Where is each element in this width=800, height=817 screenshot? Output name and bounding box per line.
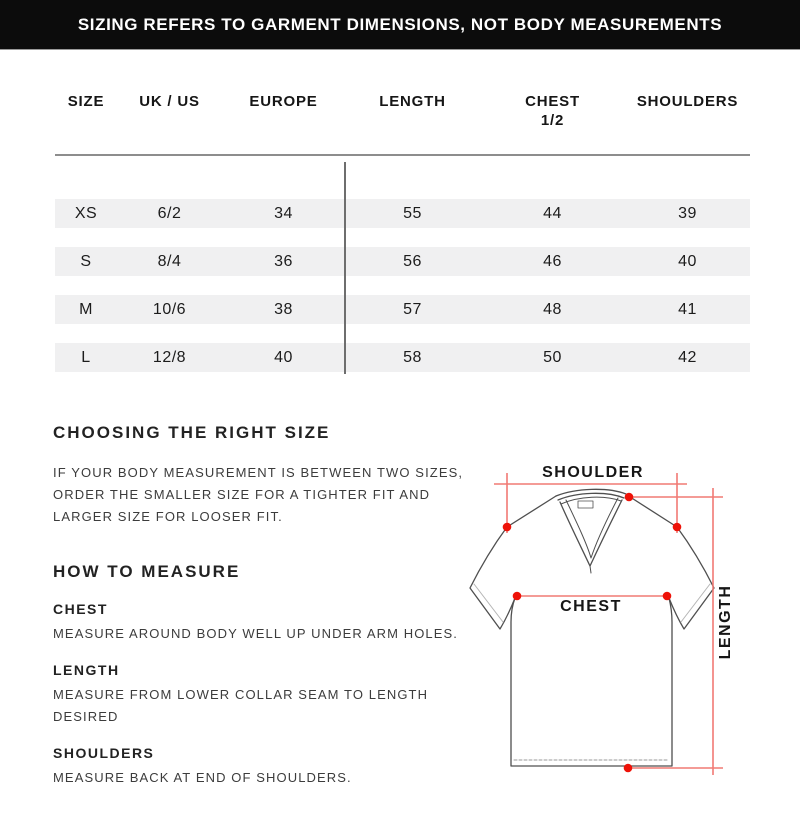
table-row-xs — [55, 199, 750, 228]
column-header-uk-us: UK / US — [139, 93, 200, 110]
top-banner — [0, 0, 800, 50]
measure-term: SHOULDERS — [53, 745, 155, 761]
vneck-outer — [560, 500, 622, 566]
cell-shoulders: 42 — [678, 348, 697, 366]
measure-point-dot — [625, 493, 634, 502]
right-shoulder-seam — [627, 495, 677, 527]
cell-chest-half: 46 — [543, 252, 562, 270]
cell-size: L — [81, 348, 91, 366]
cell-uk-us: 12/8 — [152, 348, 187, 366]
cell-shoulders: 41 — [678, 300, 697, 318]
measure-term: LENGTH — [53, 662, 120, 678]
left-sleeve — [470, 527, 515, 629]
cell-uk-us: 6/2 — [157, 204, 182, 222]
right-cuff-hem — [681, 584, 710, 622]
measure-point-dot — [673, 523, 682, 532]
measure-point-dot — [513, 592, 522, 601]
measure-item-chest — [53, 601, 465, 645]
chest-label: CHEST — [560, 598, 622, 615]
cell-europe: 36 — [274, 252, 293, 270]
cell-europe: 40 — [274, 348, 293, 366]
cell-uk-us: 8/4 — [157, 252, 182, 270]
left-shoulder-seam — [507, 496, 556, 527]
measure-item-shoulders — [53, 745, 465, 789]
measure-item-length — [53, 662, 465, 728]
measure-term: CHEST — [53, 601, 108, 617]
cell-uk-us: 10/6 — [152, 300, 187, 318]
measure-desc: MEASURE BACK AT END OF SHOULDERS. — [53, 770, 352, 785]
cell-size: XS — [74, 204, 98, 222]
measure-desc: MEASURE FROM LOWER COLLAR SEAM TO LENGTH DESIRED — [53, 687, 429, 724]
cell-europe: 34 — [274, 204, 293, 222]
cell-length: 58 — [403, 348, 422, 366]
shoulder-label: SHOULDER — [542, 464, 644, 481]
length-label: LENGTH — [717, 584, 734, 660]
measure-point-dot — [663, 592, 672, 601]
table-row-s — [55, 247, 750, 276]
column-header-europe: EUROPE — [249, 93, 318, 110]
column-header-length: LENGTH — [379, 93, 446, 110]
cell-chest-half: 44 — [543, 204, 562, 222]
cell-length: 56 — [403, 252, 422, 270]
header-rule — [55, 154, 750, 156]
cell-size: S — [80, 252, 92, 270]
how-to-measure-heading: HOW TO MEASURE — [53, 562, 241, 581]
measure-desc: MEASURE AROUND BODY WELL UP UNDER ARM HOLES. — [53, 626, 459, 641]
column-header-chest-half: CHEST 1/2 — [525, 93, 580, 129]
choosing-size-section — [53, 423, 493, 528]
size-table-header — [55, 92, 750, 130]
cell-shoulders: 40 — [678, 252, 697, 270]
collar-tag — [578, 501, 593, 508]
vneck-seam — [590, 566, 591, 573]
banner-text: SIZING REFERS TO GARMENT DIMENSIONS, NOT BODY MEASUREMENTS — [77, 14, 723, 34]
right-sleeve — [669, 527, 714, 629]
choosing-size-body: IF YOUR BODY MEASUREMENT IS BETWEEN TWO SIZES, ORDER THE SMALLER SIZE FOR A TIGHTER FIT AND LARGER SIZE FOR LOOSER FIT. — [53, 465, 464, 524]
table-row-m — [55, 295, 750, 324]
tshirt-diagram — [440, 440, 800, 817]
column-divider — [344, 162, 346, 374]
body-outline — [511, 598, 672, 766]
left-cuff-hem — [474, 584, 503, 622]
table-row-l — [55, 343, 750, 372]
tshirt-illustration — [440, 440, 800, 817]
column-header-size: SIZE — [67, 93, 105, 110]
column-header-shoulders: SHOULDERS — [636, 93, 739, 110]
cell-length: 55 — [403, 204, 422, 222]
cell-shoulders: 39 — [678, 204, 697, 222]
size-table-body — [55, 199, 750, 391]
how-to-measure-section — [53, 562, 465, 789]
cell-size: M — [79, 300, 93, 318]
measure-point-dot — [624, 764, 633, 773]
cell-chest-half: 48 — [543, 300, 562, 318]
cell-europe: 38 — [274, 300, 293, 318]
cell-chest-half: 50 — [543, 348, 562, 366]
choosing-size-heading: CHOOSING THE RIGHT SIZE — [53, 423, 331, 442]
measure-point-dot — [503, 523, 512, 532]
cell-length: 57 — [403, 300, 422, 318]
